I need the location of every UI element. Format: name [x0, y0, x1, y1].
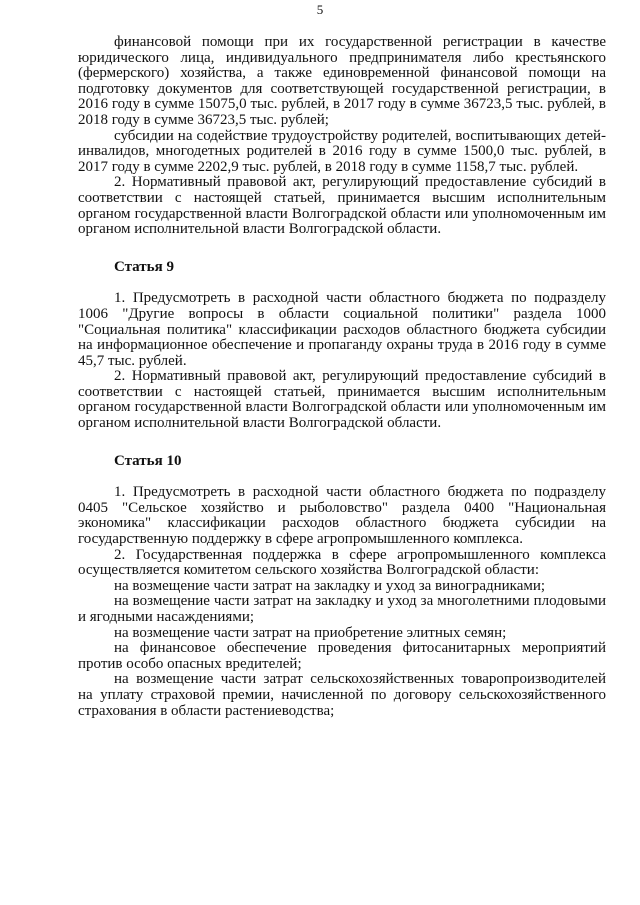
paragraph: 1. Предусмотреть в расходной части областного бюджета по подразделу 0405 "Сельское хозяйство и рыболовство" раздела 0400 "Национальная экономика" классификации расходов областного бюджета субсидии на государственную поддержку в сфере агропромышленного комплекса. — [78, 484, 606, 548]
document-body — [78, 35, 606, 719]
article-10-heading: Статья 10 — [114, 452, 182, 469]
paragraph: финансовой помощи при их государственной регистрации в качестве юридического лица, индивидуального предпринимателя либо крестьянского (фермерского) хозяйства, а также единовременной финансовой помощи на подготовку документов для соответствующей государственной регистрации, в 2016 году в сумме 15075,0 тыс. рублей, в 2017 году в сумме 36723,5 тыс. рублей, в 2018 году в сумме 36723,5 тыс. рублей; — [78, 34, 606, 128]
list-item: на возмещение части затрат на закладку и уход за многолетними плодовыми и ягодными насаждениями; — [78, 593, 606, 625]
page-number: 5 — [316, 2, 324, 17]
paragraph: 2. Государственная поддержка в сфере агропромышленного комплекса осуществляется комитетом сельского хозяйства Волгоградской области: — [78, 546, 606, 579]
paragraph: 2. Нормативный правовой акт, регулирующий предоставление субсидий в соответствии с настоящей статьей, принимается высшим исполнительным органом государственной власти Волгоградской области или уполномоченным им органом исполнительной власти Волгоградской области. — [78, 368, 606, 432]
list-item: на финансовое обеспечение проведения фитосанитарных мероприятий против особо опасных вредителей; — [78, 640, 606, 672]
paragraph: 2. Нормативный правовой акт, регулирующий предоставление субсидий в соответствии с настоящей статьей, принимается высшим исполнительным органом государственной власти Волгоградской области или уполномоченным им органом исполнительной власти Волгоградской области. — [78, 174, 606, 238]
list-item: на возмещение части затрат на закладку и уход за виноградниками; — [114, 577, 546, 594]
list-item: на возмещение части затрат сельскохозяйственных товаропроизводителей на уплату страховой премии, начисленной по договору сельскохозяйственного страхования в области растениеводства; — [78, 671, 606, 719]
paragraph: субсидии на содействие трудоустройству родителей, воспитывающих детей-инвалидов, многодетных родителей в 2016 году в сумме 1500,0 тыс. рублей, в 2017 году в сумме 2202,9 тыс. рублей, в 2018 году в сумме 1158,7 тыс. рублей. — [78, 127, 606, 175]
article-9-heading: Статья 9 — [114, 258, 174, 275]
list-item: на возмещение части затрат на приобретение элитных семян; — [114, 624, 507, 641]
paragraph: 1. Предусмотреть в расходной части областного бюджета по подразделу 1006 "Другие вопросы в области социальной политики" раздела 1000 "Социальная политика" классификации расходов областного бюджета субсидии на информационное обеспечение и пропаганду охраны труда в 2016 году в сумме 45,7 тыс. рублей. — [78, 290, 606, 369]
